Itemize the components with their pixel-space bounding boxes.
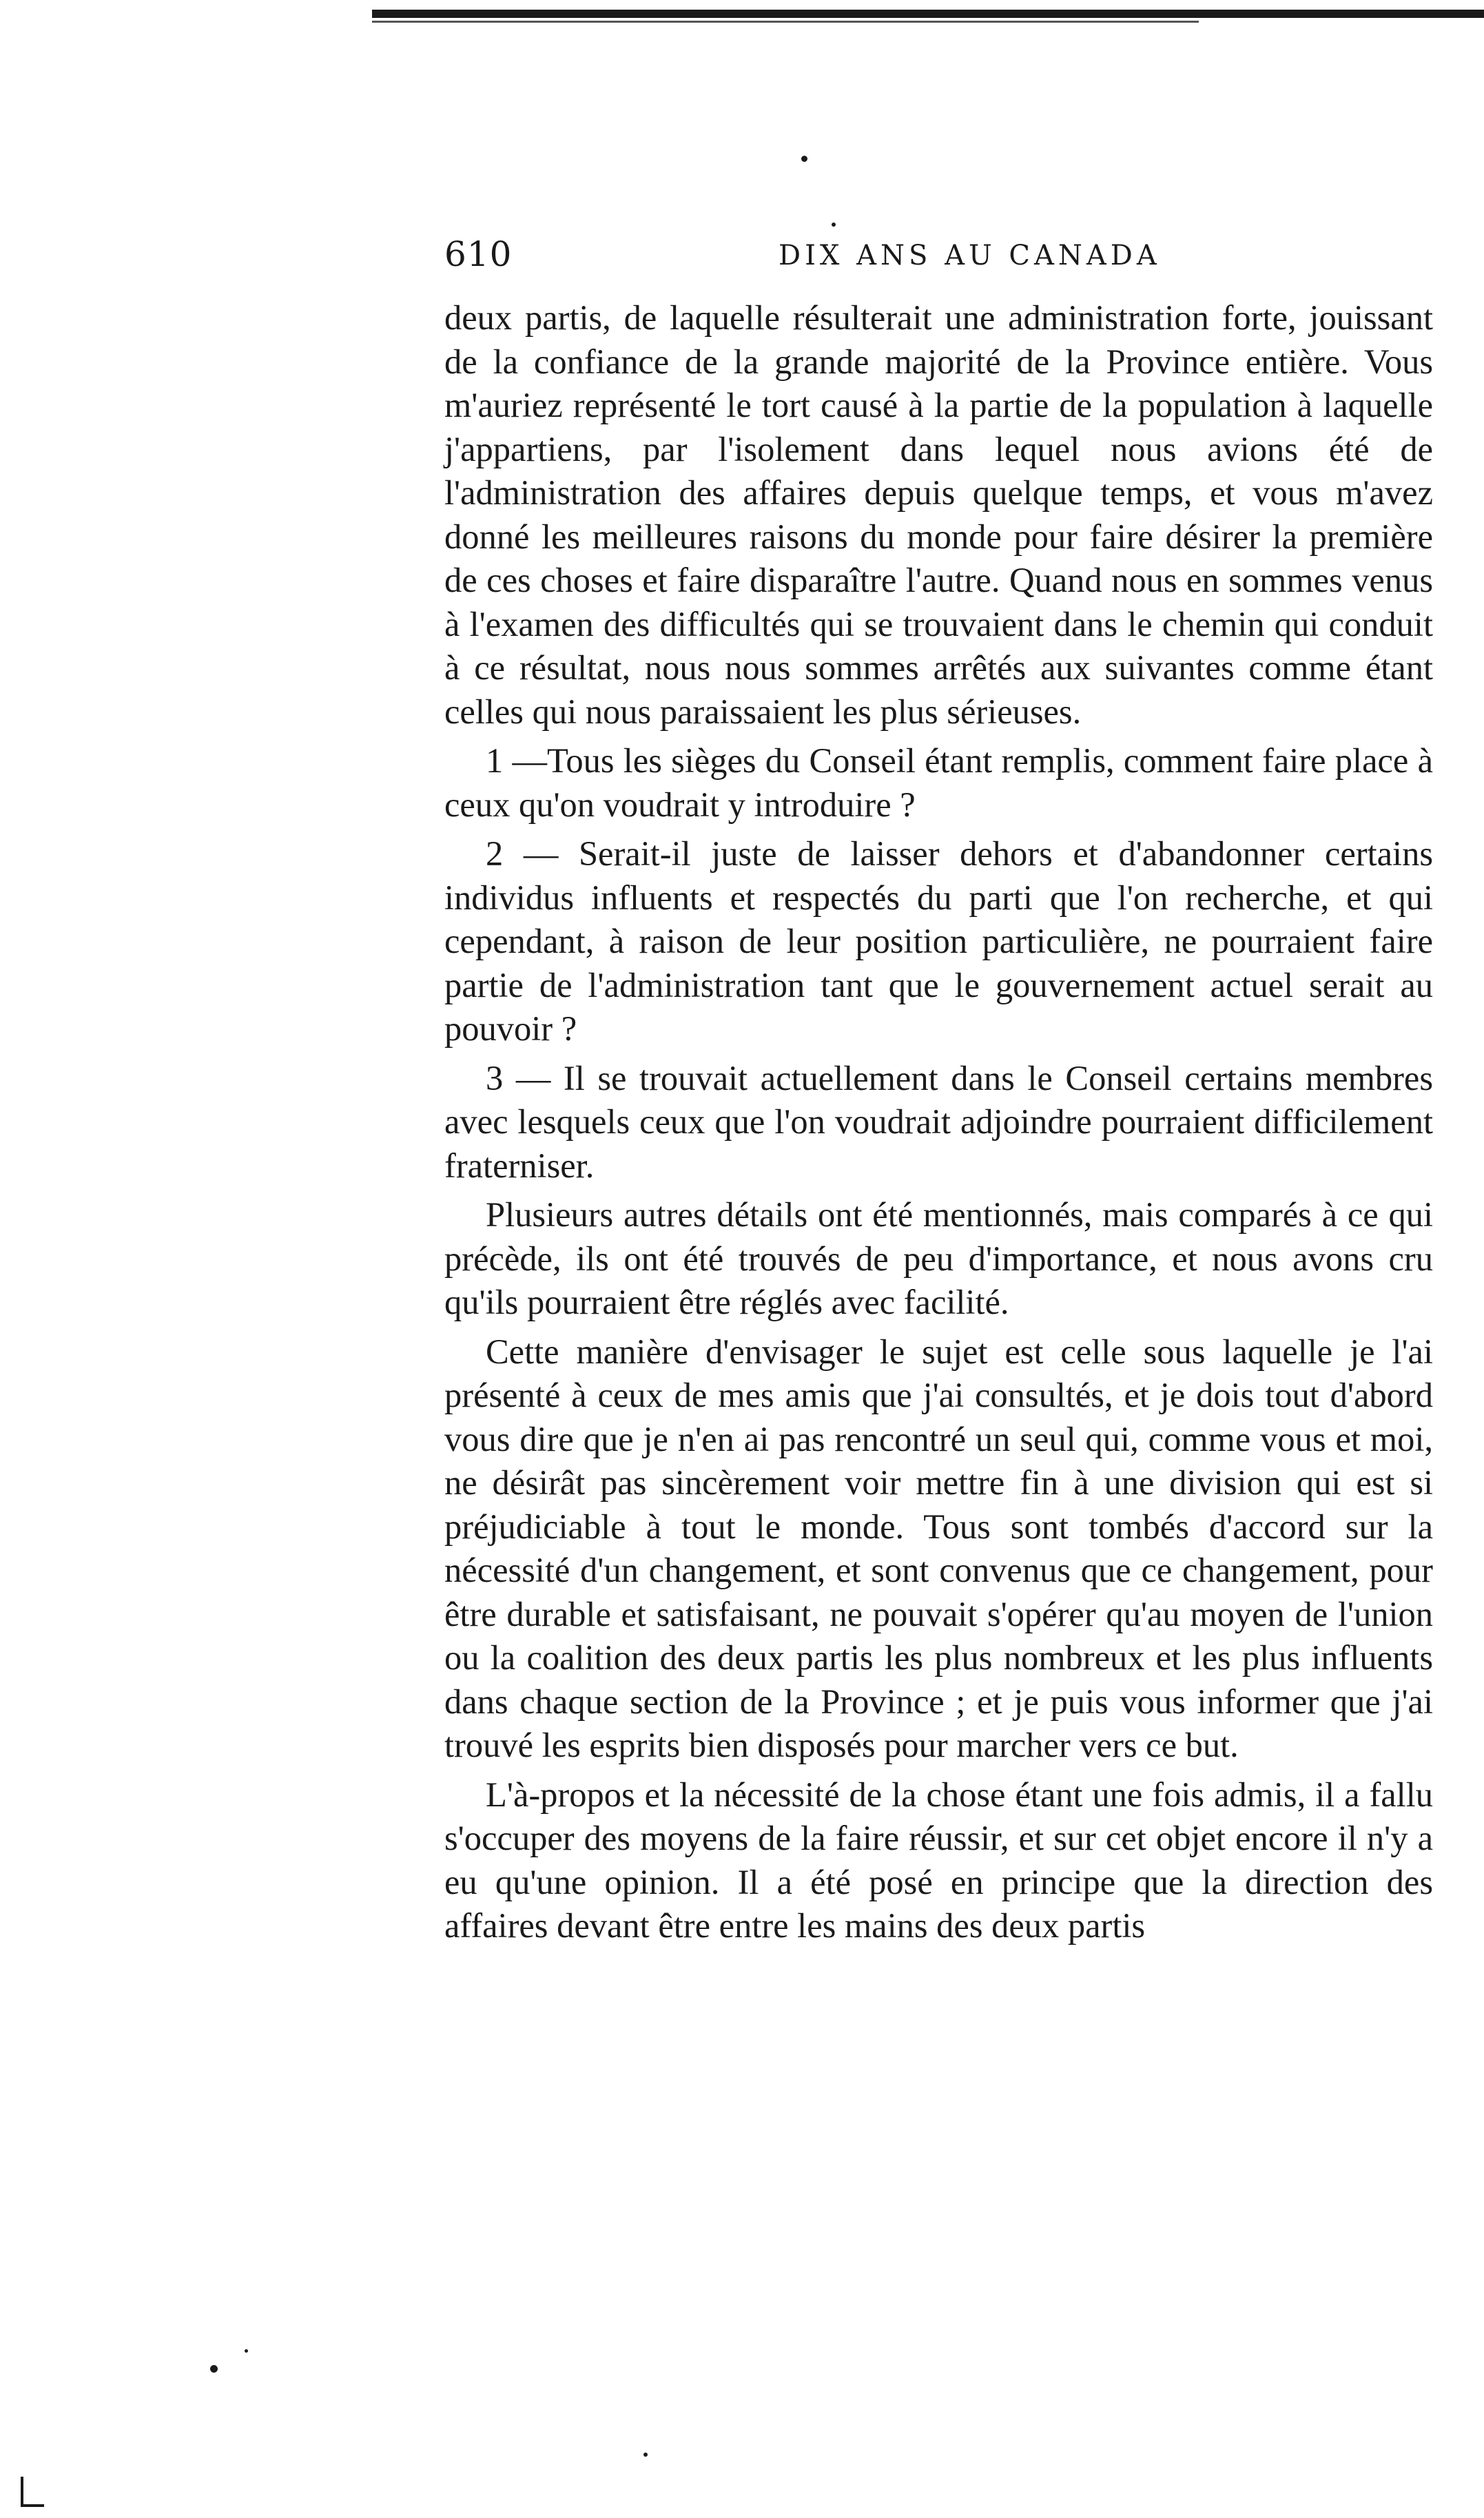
paragraph: Plusieurs autres détails ont été mentionnés, mais comparés à ce qui précède, ils ont été trouvés de peu d'importance, et nous avons cru qu'ils pourraient être réglés avec facilité. (444, 1195, 1433, 1321)
speck-mark (832, 223, 836, 227)
paragraph: Cette manière d'envisager le sujet est celle sous laquelle je l'ai présenté à ceux de mes amis que j'ai consultés, et je dois tout d'abord vous dire que je n'en ai pas rencontré un seul qui, comme vous et moi, ne désirât pas sincèrement voir mettre fin à une division qui est si préjudiciable à tout le monde. Tous sont tombés d'accord sur la nécessité d'un changement, et sont convenus que ce changement, pour être durable et satisfaisant, ne pouvait s'opérer qu'au moyen de l'union ou la coalition des deux partis les plus nombreux et les plus influents dans chaque section de la Province ; et je puis vous informer que j'ai trouvé les esprits bien disposés pour marcher vers ce but. (444, 1332, 1433, 1764)
running-title: DIX ANS AU CANADA (779, 240, 1161, 271)
speck-mark (801, 156, 807, 162)
paragraph-item-2: 2 — Serait-il juste de laisser dehors et d'abandonner certains individus influents et respectés du parti que l'on recherche, et qui cependant, à raison de leur position particulière, ne pourraient faire partie de l'administration tant que le gouvernement actuel serait au pouvoir ? (444, 834, 1433, 1048)
page-body (444, 296, 1433, 1954)
top-border-rule (372, 10, 1484, 18)
page-number: 610 (444, 234, 513, 274)
paragraph-item-1: 1 —Tous les sièges du Conseil étant remplis, comment faire place à ceux qu'on voudrait y introduire ? (444, 741, 1433, 824)
speck-mark (643, 2453, 648, 2457)
paragraph-item-3: 3 — Il se trouvait actuellement dans le Conseil certains membres avec lesquels ceux que l'on voudrait adjoindre pourraient difficilement fraterniser. (444, 1058, 1433, 1185)
speck-mark (210, 2365, 218, 2373)
corner-mark (21, 2477, 44, 2507)
paragraph: L'à-propos et la nécessité de la chose étant une fois admis, il a fallu s'occuper des moyens de la faire réussir, et sur cet objet encore il n'y a eu qu'une opinion. Il a été posé en principe que la direction des affaires devant être entre les mains des deux partis (444, 1775, 1433, 1945)
speck-mark (245, 2349, 248, 2353)
paragraph-continued: deux partis, de laquelle résulterait une administration forte, jouissant de la confiance de la grande majorité de la Province entière. Vous m'auriez représenté le tort causé à la partie de la population à laquelle j'appartiens, par l'isolement dans lequel nous avions été de l'administration des affaires depuis quelque temps, et vous m'avez donné les meilleures raisons du monde pour faire désirer la première de ces choses et faire disparaître l'autre. Quand nous en sommes venus à l'examen des difficultés qui se trouvaient dans le chemin qui conduit à ce résultat, nous nous sommes arrêtés aux suivantes comme étant celles qui nous paraissaient les plus sérieuses. (444, 298, 1433, 731)
top-border-thin-rule (372, 21, 1199, 23)
